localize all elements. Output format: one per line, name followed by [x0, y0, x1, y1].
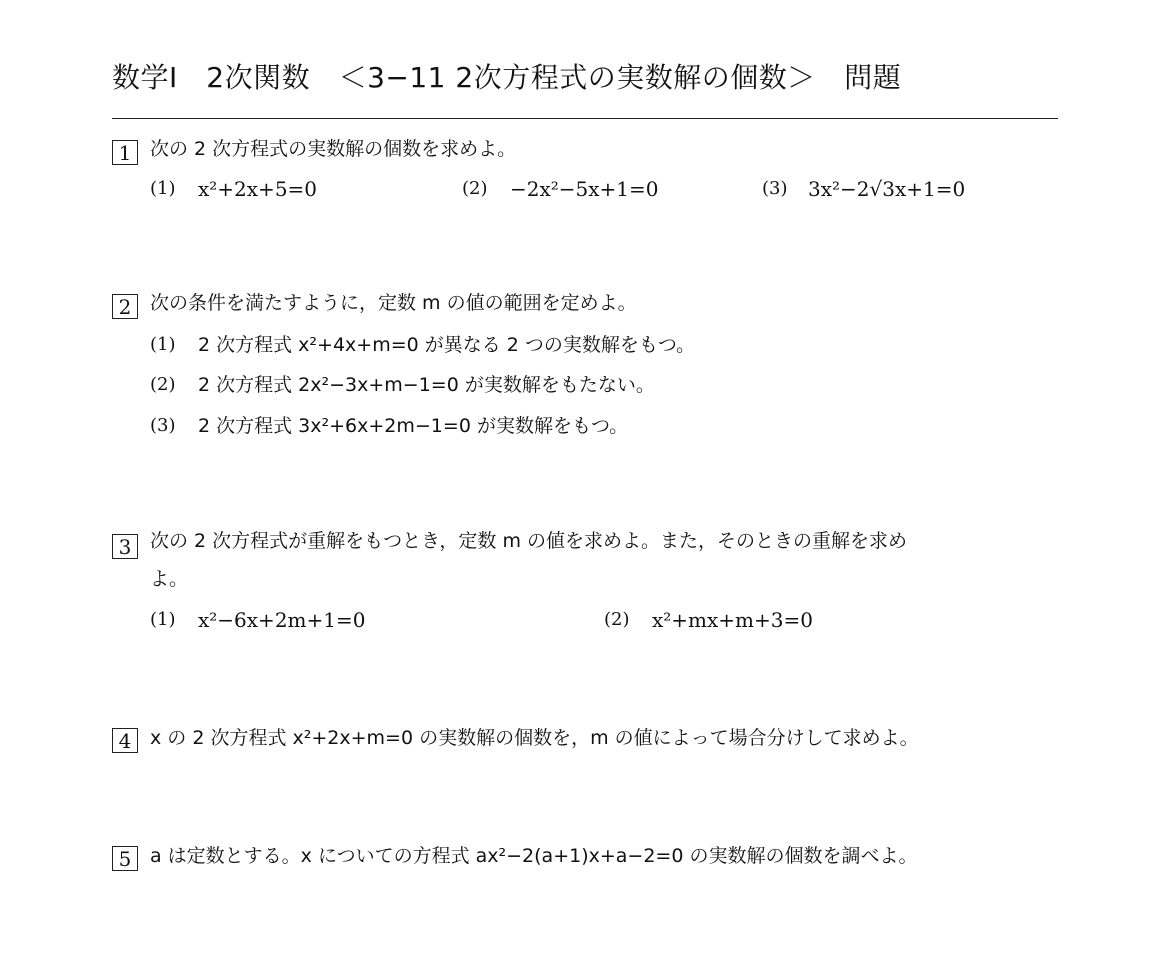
- problem-2-sub-3-label: (3): [150, 415, 176, 436]
- problem-3-sub-1-equation: x²−6x+2m+1=0: [198, 608, 366, 632]
- problem-2-sub-2-text: 2 次方程式 2x²−3x+m−1=0 が実数解をもたない。: [198, 374, 655, 396]
- problem-3-prompt: 次の 2 次方程式が重解をもつとき，定数 m の値を求めよ。また，そのときの重解を求め: [150, 530, 907, 552]
- problem-3-prompt-continued: よ。: [150, 568, 189, 590]
- problem-1-sub-1-label: (1): [150, 178, 176, 199]
- page-title: 数学Ⅰ 2次関数 ＜3−11 2次方程式の実数解の個数＞ 問題: [112, 61, 902, 94]
- problem-1-number: 1: [112, 140, 138, 165]
- problem-2-sub-1-text: 2 次方程式 x²+4x+m=0 が異なる 2 つの実数解をもつ。: [198, 334, 696, 356]
- problem-3-number: 3: [112, 534, 138, 559]
- problem-3-sub-1-label: (1): [150, 609, 176, 630]
- problem-2-sub-1-label: (1): [150, 334, 176, 355]
- problem-1-sub-3-label: (3): [762, 178, 788, 199]
- problem-5-prompt: a は定数とする。x についての方程式 ax²−2(a+1)x+a−2=0 の実数解の個数を調べよ。: [150, 845, 918, 867]
- problem-2-sub-2-label: (2): [150, 374, 176, 395]
- problem-2-sub-3-text: 2 次方程式 3x²+6x+2m−1=0 が実数解をもつ。: [198, 415, 629, 437]
- problem-2-number: 2: [112, 294, 138, 319]
- problem-1-sub-2-label: (2): [462, 178, 488, 199]
- title-underline: [112, 118, 1058, 119]
- problem-1-sub-3-equation: 3x²−2√3x+1=0: [808, 177, 966, 201]
- problem-5-number: 5: [112, 846, 138, 871]
- problem-3-sub-2-label: (2): [604, 609, 630, 630]
- problem-3-sub-2-equation: x²+mx+m+3=0: [652, 608, 813, 632]
- problem-4-number: 4: [112, 728, 138, 753]
- problem-4-prompt: x の 2 次方程式 x²+2x+m=0 の実数解の個数を，m の値によって場合分けして求めよ。: [150, 727, 919, 749]
- problem-1-prompt: 次の 2 次方程式の実数解の個数を求めよ。: [150, 138, 517, 160]
- problem-1-sub-1-equation: x²+2x+5=0: [198, 177, 318, 201]
- problem-2-prompt: 次の条件を満たすように，定数 m の値の範囲を定めよ。: [150, 292, 637, 314]
- problem-1-sub-2-equation: −2x²−5x+1=0: [510, 177, 659, 201]
